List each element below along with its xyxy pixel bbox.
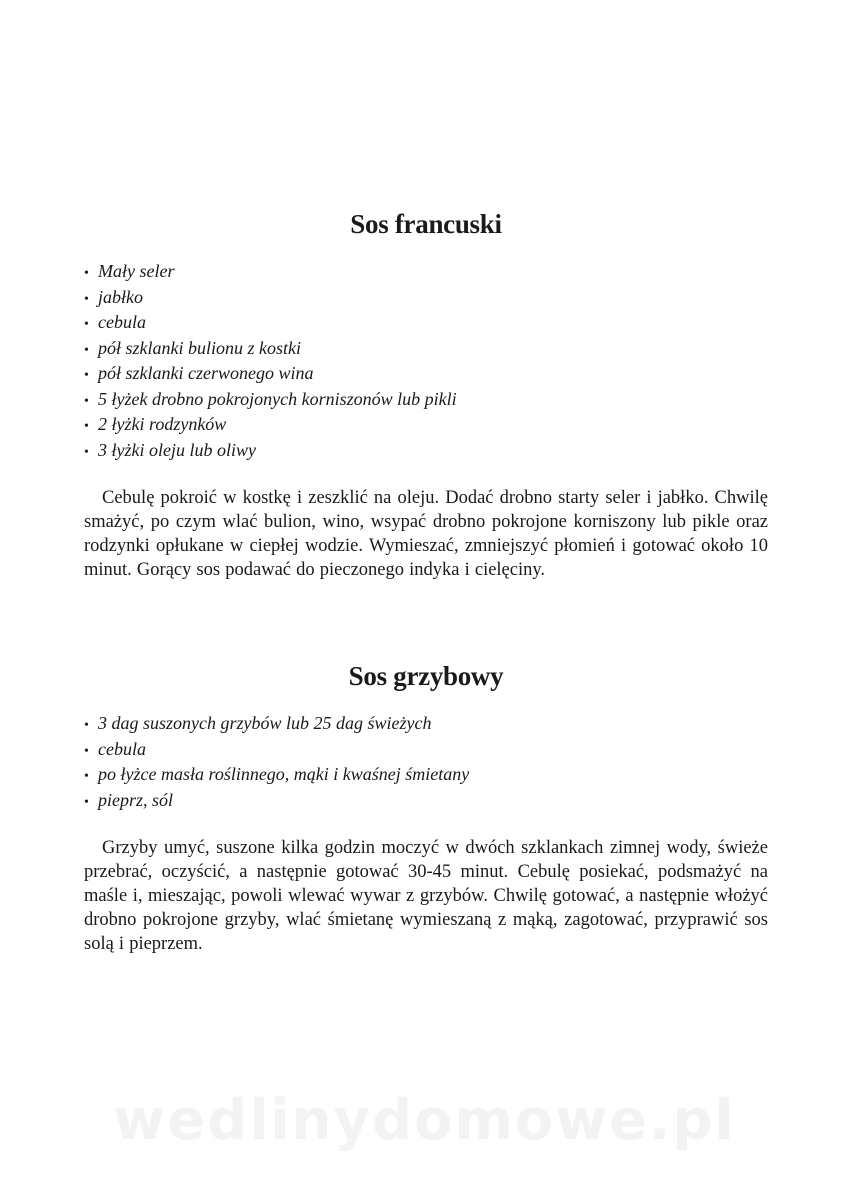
ingredient-item [84,362,768,388]
bullet-icon: • [84,769,89,784]
bullet-icon: • [84,317,89,332]
bullet-icon: • [84,419,89,434]
ingredient-list [84,712,768,814]
ingredient-item [84,260,768,286]
bullet-icon: • [84,368,89,383]
ingredient-item [84,763,768,789]
ingredient-text: 3 dag suszonych grzybów lub 25 dag świeżych [98,713,432,733]
watermark: wedlinydomowe.pl [113,1088,736,1153]
bullet-icon: • [84,794,89,810]
ingredient-text: Mały seler [98,261,175,281]
recipe-method: Grzyby umyć, suszone kilka godzin moczyć w dwóch szklankach zimnej wody, świeże przebrać, oczyścić, a następnie gotować 30-45 minut. Cebulę posiekać, podsmażyć na maśle i, mieszając, powoli wlewać wywar z grzybów. Chwilę gotować, a następnie włożyć drobno pokrojone grzyby, wlać śmietanę wymieszaną z mąką, zagotować, przyprawić sos solą i pieprzem. [84,838,768,954]
ingredient-text: jabłko [98,286,143,307]
ingredient-text: pół szklanki bulionu z kostki [98,337,301,358]
ingredient-text: cebula [98,738,146,759]
bullet-icon: • [84,266,89,281]
recipe-title: Sos francuski [350,209,502,239]
recipe-sos-grzybowy [84,658,768,956]
ingredient-item [84,789,768,815]
ingredient-text: 2 łyżki rodzynków [98,414,227,434]
ingredient-item [84,311,768,337]
ingredient-item [84,388,768,414]
ingredient-item [84,337,768,363]
ingredient-item [84,439,768,465]
recipe-title: Sos grzybowy [348,661,504,691]
bullet-icon: • [84,291,89,307]
ingredient-item [84,738,768,764]
ingredient-text: 3 łyżki oleju lub oliwy [98,439,256,460]
bullet-icon: • [84,393,89,409]
ingredient-text: pieprz, sól [98,789,174,810]
bullet-icon: • [84,444,89,460]
ingredient-text: cebula [98,312,146,332]
bullet-icon: • [84,743,89,759]
bullet-icon: • [84,718,89,733]
ingredient-text: po łyżce masła roślinnego, mąki i kwaśnej śmietany [98,764,470,784]
ingredient-list [84,260,768,464]
ingredient-item [84,286,768,312]
recipe-sos-francuski [84,206,768,582]
ingredient-item [84,712,768,738]
ingredient-text: pół szklanki czerwonego wina [98,363,314,383]
recipe-method: Cebulę pokroić w kostkę i zeszklić na oleju. Dodać drobno starty seler i jabłko. Chwilę smażyć, po czym wlać bulion, wino, wsypać drobno pokrojone korniszony lub pikle oraz rodzynki opłukane w ciepłej wodzie. Wymieszać, zmniejszyć płomień i gotować około 10 minut. Gorący sos podawać do pieczonego indyka i cielęciny. [84,488,768,580]
ingredient-text: 5 łyżek drobno pokrojonych korniszonów lub pikli [98,388,457,409]
bullet-icon: • [84,342,89,358]
ingredient-item [84,413,768,439]
